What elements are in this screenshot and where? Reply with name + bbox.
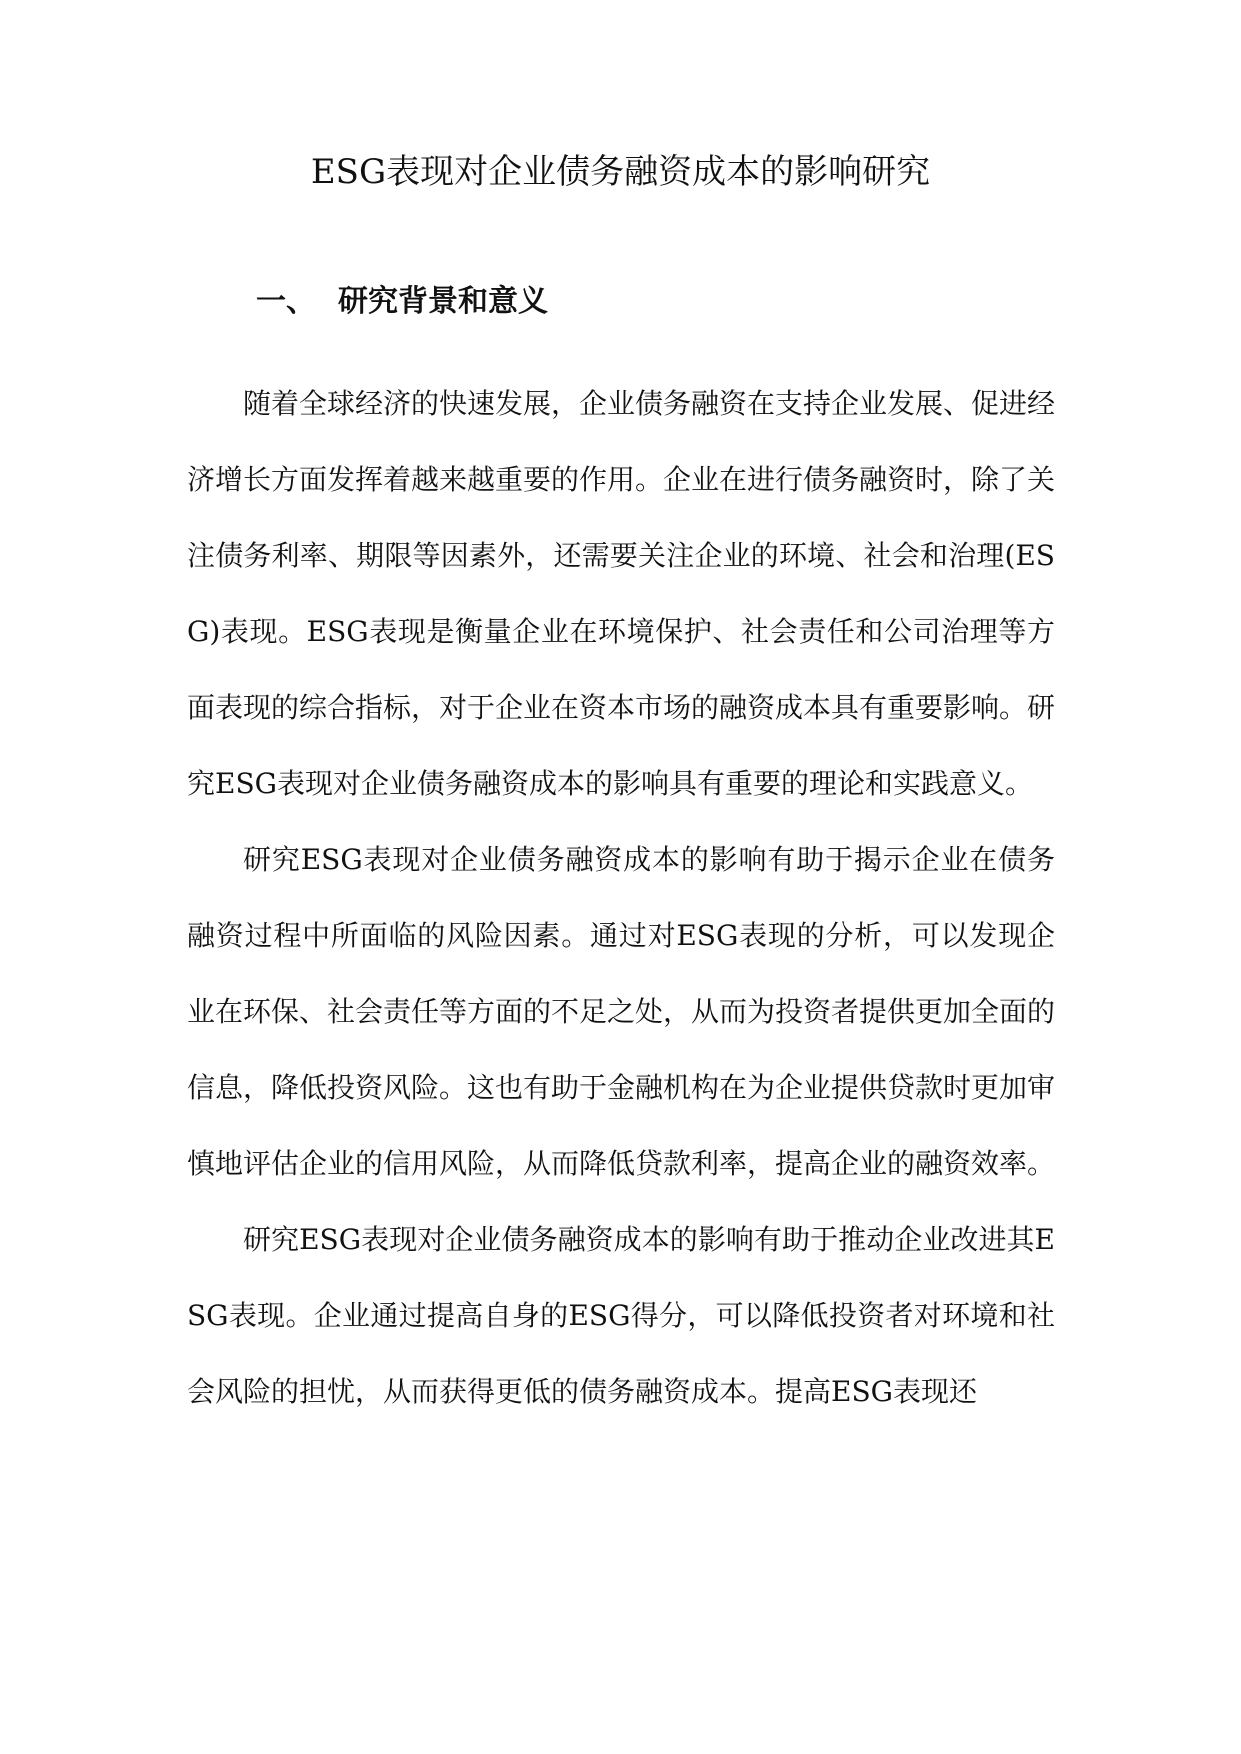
paragraph-1: 随着全球经济的快速发展，企业债务融资在支持企业发展、促进经济增长方面发挥着越来越重要的作用。企业在进行债务融资时，除了关注债务利率、期限等因素外，还需要关注企业的环境、社会和治理(ESG)表现。ESG表现是衡量企业在环境保护、社会责任和公司治理等方面表现的综合指标，对于企业在资本市场的融资成本具有重要影响。研究ESG表现对企业债务融资成本的影响具有重要的理论和实践意义。 <box>187 387 1056 800</box>
body-text <box>187 366 1055 1430</box>
document-title: ESG表现对企业债务融资成本的影响研究 <box>310 152 931 192</box>
section-number: 一、 <box>256 284 316 319</box>
section-title: 研究背景和意义 <box>338 284 548 319</box>
paragraph-2: 研究ESG表现对企业债务融资成本的影响有助于揭示企业在债务融资过程中所面临的风险因素。通过对ESG表现的分析，可以发现企业在环保、社会责任等方面的不足之处，从而为投资者提供更加全面的信息，降低投资风险。这也有助于金融机构在为企业提供贷款时更加审慎地评估企业的信用风险，从而降低贷款利率，提高企业的融资效率。 <box>187 843 1056 1180</box>
section-heading <box>256 282 548 322</box>
paragraph-3: 研究ESG表现对企业债务融资成本的影响有助于推动企业改进其ESG表现。企业通过提高自身的ESG得分，可以降低投资者对环境和社会风险的担忧，从而获得更低的债务融资成本。提高ESG表现还 <box>187 1223 1055 1408</box>
